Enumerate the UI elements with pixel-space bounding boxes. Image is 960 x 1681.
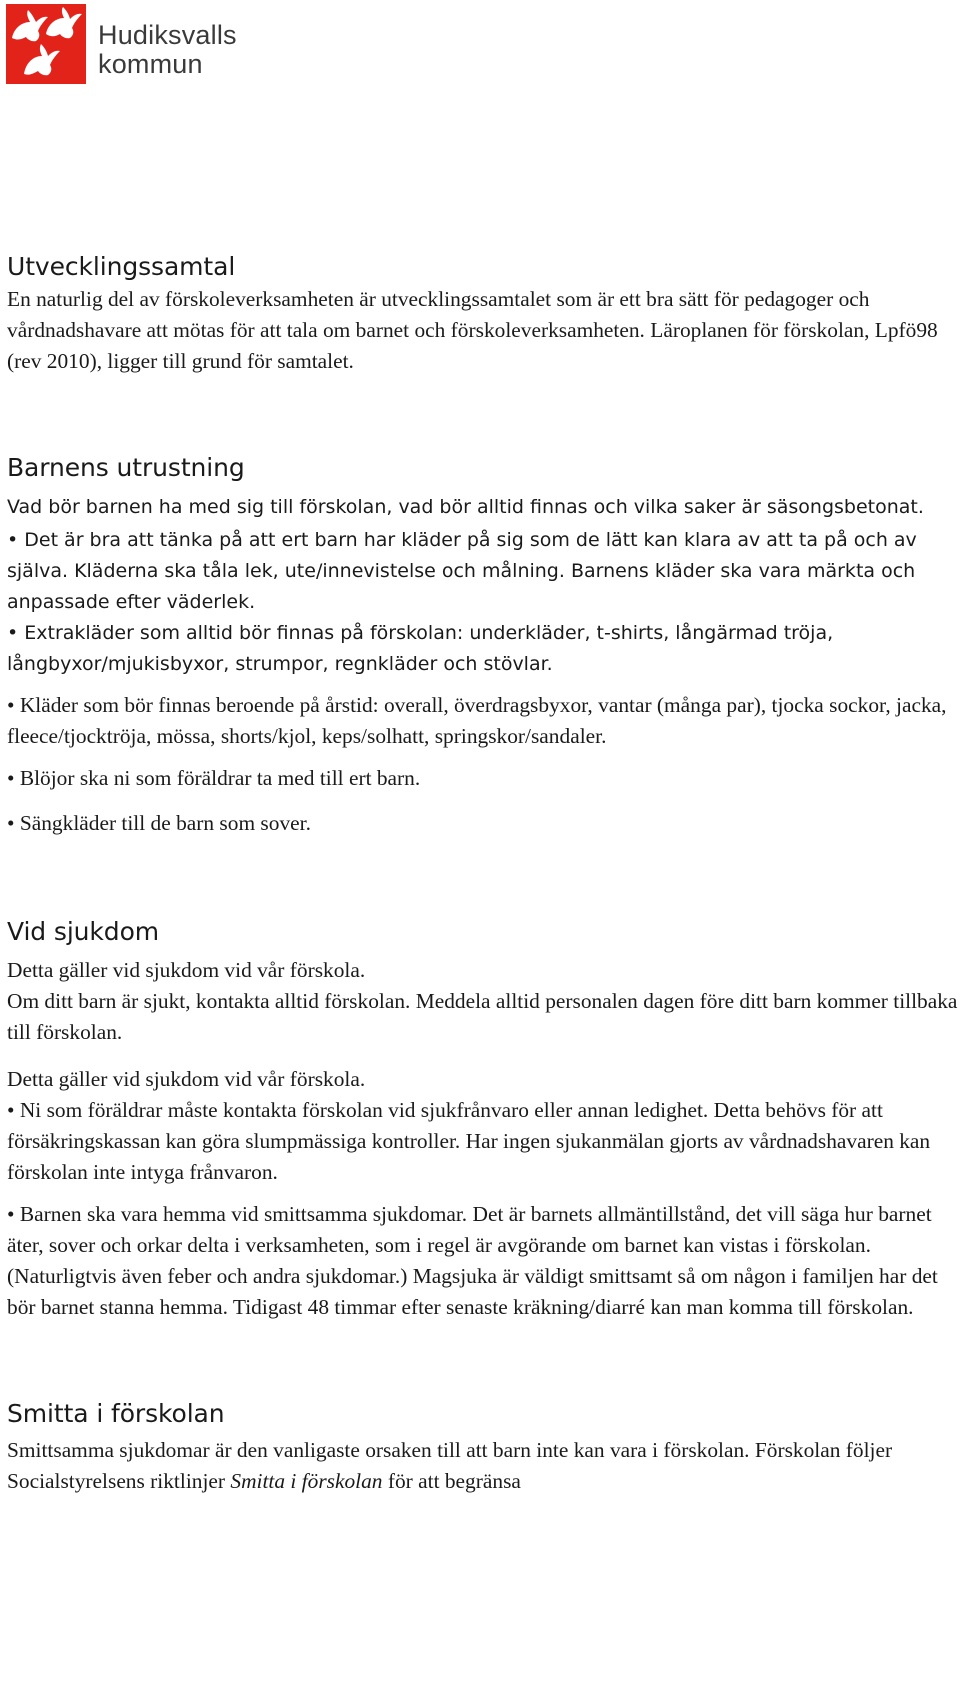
paragraph-sjukdom-3: Detta gäller vid sjukdom vid vår förskola. (7, 1067, 366, 1091)
bullet-smittsamma: • Barnen ska vara hemma vid smittsamma sjukdomar. Det är barnets allmäntillstånd, det vill säga hur barnet äter, sover och orkar delta i verksamheten, som i regel är avgörande om barnet kan vistas i förskolan. (Naturligtvis även feber och andra sjukdomar.) Magsjuka är väldigt smittsamt så om någon i familjen har det bör barnet stanna hemma. Tidigast 48 timmar efter senaste kräkning/diarré kan man komma till förskolan. (7, 1202, 938, 1319)
utrustning-intro-text: Vad bör barnen ha med sig till förskolan, vad bör alltid finnas och vilka saker är säsongsbetonat. (7, 496, 924, 518)
heading-smitta-i-forskolan: Smitta i förskolan (7, 1399, 225, 1428)
bullet-klader-pa-sig-start: • Det är bra att tänka på att ert barn har kläder på sig som de lätt kan klara av att ta på och av själva. (7, 529, 917, 582)
goat-emblem-icon (6, 4, 86, 84)
municipality-name (98, 21, 237, 79)
paragraph-smitta (7, 1435, 959, 1497)
bullet-extraklader-end: underkläder, t-shirts, långärmad tröja, långbyxor/mjukisbyxor, strumpor, regnkläder och stövlar. (7, 622, 834, 675)
smitta-text-end: för att begränsa (382, 1469, 521, 1493)
municipality-logo (6, 4, 256, 84)
document-body (7, 250, 959, 1497)
bullet-extraklader-start: • Extrakläder som alltid bör finnas på förskolan: (7, 622, 464, 644)
bullet-blojor: • Blöjor ska ni som föräldrar ta med till ert barn. (7, 766, 421, 790)
bullet-sangklader: • Sängkläder till de barn som sover. (7, 811, 311, 835)
brand-line-1: Hudiksvalls (98, 20, 237, 50)
paragraph-utvecklingssamtal: En naturlig del av förskoleverksamheten är utvecklingssamtalet som är ett bra sätt för pedagoger och vårdnadshavare att mötas för att tala om barnet och förskoleverksamheten. Läroplanen för förskolan, Lpfö98 (rev 2010), ligger till grund för samtalet. (7, 287, 938, 373)
smitta-text-start: Smittsamma sjukdomar är den vanligaste orsaken till att barn inte kan vara i förskolan. Förskolan följer Socialstyrelsens riktlinjer (7, 1438, 893, 1493)
bullet-arstid: • Kläder som bör finnas beroende på årstid: overall, överdragsbyxor, vantar (många par), tjocka sockor, jacka, fleece/tjocktröja, mössa, shorts/kjol, keps/solhatt, springskor/sandaler. (7, 693, 947, 748)
heading-utvecklingssamtal: Utvecklingssamtal (7, 252, 236, 281)
heading-barnens-utrustning: Barnens utrustning (7, 453, 245, 482)
bullet-klader-pa-sig (7, 524, 959, 617)
heading-vid-sjukdom: Vid sjukdom (7, 917, 160, 946)
bullet-klader-pa-sig-end: Kläderna ska tåla lek, ute/innevistelse och målning. Barnens kläder ska vara märkta och anpassade efter väderlek. (7, 560, 916, 613)
brand-line-2: kommun (98, 49, 203, 79)
bullet-sjukfranvaro: • Ni som föräldrar måste kontakta förskolan vid sjukfrånvaro eller annan ledighet. Detta behövs för att försäkringskassan kan göra slumpmässiga kontroller. Har ingen sjukanmälan gjorts av vårdnadshavaren kan förskolan inte intyga frånvaron. (7, 1098, 931, 1184)
bullet-extraklader (7, 617, 959, 679)
paragraph-sjukdom-2: Om ditt barn är sjukt, kontakta alltid förskolan. Meddela alltid personalen dagen före ditt barn kommer tillbaka till förskolan. (7, 989, 958, 1044)
paragraph-sjukdom-1: Detta gäller vid sjukdom vid vår förskola. (7, 958, 366, 982)
smitta-guideline-title: Smitta i förskolan (230, 1469, 383, 1493)
paragraph-utrustning-intro (7, 491, 959, 522)
